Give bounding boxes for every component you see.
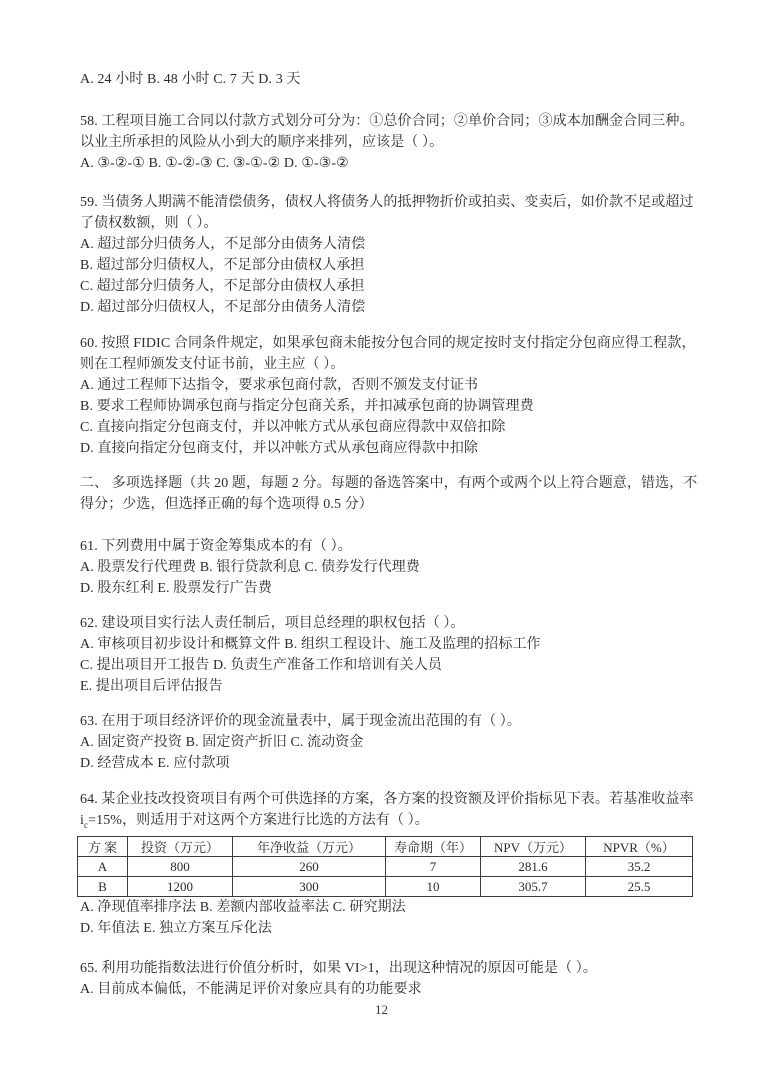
cell-a-investment: 800 [128, 857, 233, 877]
question-58 [80, 111, 695, 174]
question-60-stem-line-1: 60. 按照 FIDIC 合同条件规定，如果承包商未能按分包合同的规定按时支付指定分包商应得工程款， [80, 336, 696, 351]
question-59-option-c: C. 超过部分归债务人，不足部分由债权人承担 [80, 279, 365, 294]
table-header-lifespan: 寿命期（年） [386, 837, 481, 857]
question-59-stem-line-1: 59. 当债务人期满不能清偿债务，债权人将债务人的抵押物折价或拍卖、变卖后，如价款不足或超过 [80, 195, 694, 210]
table-header-plan: 方 案 [78, 837, 128, 857]
question-60-option-a: A. 通过工程师下达指令，要求承包商付款，否则不颁发支付证书 [80, 378, 479, 393]
question-65 [80, 958, 695, 1000]
table-row [78, 877, 693, 897]
question-65-stem: 65. 利用功能指数法进行价值分析时，如果 VI>1，出现这种情况的原因可能是（ ）。 [80, 961, 597, 976]
question-60-stem-line-2: 则在工程师颁发支付证书前，业主应（ ）。 [80, 357, 345, 372]
table-header-npv: NPV（万元） [481, 837, 586, 857]
cell-plan-a: A [78, 857, 128, 877]
cell-b-npv: 305.7 [481, 877, 586, 897]
question-59-option-b: B. 超过部分归债权人，不足部分由债权人承担 [80, 258, 365, 273]
cell-a-lifespan: 7 [386, 857, 481, 877]
cell-a-net-income: 260 [233, 857, 386, 877]
question-64-stem-line-2-rest: =15%，则适用于对这两个方案进行比选的方法有（ ）。 [88, 813, 429, 828]
question-61-stem: 61. 下列费用中属于资金筹集成本的有（ ）。 [80, 539, 352, 554]
cell-b-investment: 1200 [128, 877, 233, 897]
cell-a-npv: 281.6 [481, 857, 586, 877]
question-58-stem-line-1: 58. 工程项目施工合同以付款方式划分可分为：①总价合同；②单价合同；③成本加酬金合同三种。 [80, 114, 694, 129]
question-58-options: A. ③-②-① B. ①-②-③ C. ③-①-② D. ①-③-② [80, 156, 349, 171]
question-63-options-abc: A. 固定资产投资 B. 固定资产折旧 C. 流动资金 [80, 735, 364, 750]
section-2-header-line-1: 二、 多项选择题（共 20 题，每题 2 分。每题的备选答案中，有两个或两个以上符合题意，错选，不 [80, 476, 698, 491]
question-61-options-abc: A. 股票发行代理费 B. 银行贷款利息 C. 债券发行代理费 [80, 560, 420, 575]
question-62-options-cd: C. 提出项目开工报告 D. 负责生产准备工作和培训有关人员 [80, 658, 442, 673]
question-60-option-b: B. 要求工程师协调承包商与指定分包商关系，并扣减承包商的协调管理费 [80, 399, 534, 414]
table-header-npvr: NPVR（%） [586, 837, 693, 857]
question-60-option-d: D. 直接向指定分包商支付，并以冲帐方式从承包商应得款中扣除 [80, 441, 479, 456]
question-61 [80, 536, 695, 599]
question-59 [80, 192, 695, 318]
discount-rate-symbol: i [80, 813, 84, 828]
question-62 [80, 613, 695, 697]
cell-b-lifespan: 10 [386, 877, 481, 897]
question-64-options-abc: A. 净现值率排序法 B. 差额内部收益率法 C. 研究期法 [80, 900, 406, 915]
section-2-header-line-2: 得分；少选，但选择正确的每个选项得 0.5 分） [80, 497, 373, 512]
question-63-stem: 63. 在用于项目经济评价的现金流量表中，属于现金流出范围的有（ ）。 [80, 714, 521, 729]
question-62-stem: 62. 建设项目实行法人责任制后，项目总经理的职权包括（ ）。 [80, 616, 465, 631]
cell-b-npvr: 25.5 [586, 877, 693, 897]
question-64 [80, 789, 695, 831]
question-59-stem-line-2: 了债权数额，则（ ）。 [80, 216, 218, 231]
question-58-stem-line-2: 以业主所承担的风险从小到大的顺序来排列，应该是（ ）。 [80, 135, 444, 150]
question-57-options [80, 69, 695, 90]
question-64-options [80, 897, 695, 939]
question-64-stem-line-2 [80, 810, 695, 831]
text-line: A. 24 小时 B. 48 小时 C. 7 天 D. 3 天 [80, 72, 301, 87]
cell-plan-b: B [78, 877, 128, 897]
cell-b-net-income: 300 [233, 877, 386, 897]
question-65-option-a: A. 目前成本偏低，不能满足评价对象应具有的功能要求 [80, 982, 422, 997]
table-header-investment: 投资（万元） [128, 837, 233, 857]
question-59-option-a: A. 超过部分归债务人，不足部分由债务人清偿 [80, 237, 366, 252]
question-60 [80, 333, 695, 459]
table-header-net-income: 年净收益（万元） [233, 837, 386, 857]
page-number: 12 [375, 1002, 388, 1017]
discount-rate-subscript: c [84, 819, 89, 830]
cell-a-npvr: 35.2 [586, 857, 693, 877]
question-64-options-de: D. 年值法 E. 独立方案互斥化法 [80, 921, 272, 936]
question-63 [80, 711, 695, 774]
question-61-options-de: D. 股东红利 E. 股票发行广告费 [80, 581, 272, 596]
section-2-header [80, 473, 698, 515]
question-63-options-de: D. 经营成本 E. 应付款项 [80, 756, 230, 771]
question-62-option-e: E. 提出项目后评估报告 [80, 679, 223, 694]
question-62-options-ab: A. 审核项目初步设计和概算文件 B. 组织工程设计、施工及监理的招标工作 [80, 637, 541, 652]
table-row [78, 857, 693, 877]
question-64-stem-line-1: 64. 某企业技改投资项目有两个可供选择的方案，各方案的投资额及评价指标见下表。若基准收益率 [80, 792, 694, 807]
q64-indicator-table [77, 836, 693, 897]
question-59-option-d: D. 超过部分归债权人，不足部分由债务人清偿 [80, 300, 366, 315]
question-60-option-c: C. 直接向指定分包商支付，并以冲帐方式从承包商应得款中双倍扣除 [80, 420, 506, 435]
table-header-row [78, 837, 693, 857]
